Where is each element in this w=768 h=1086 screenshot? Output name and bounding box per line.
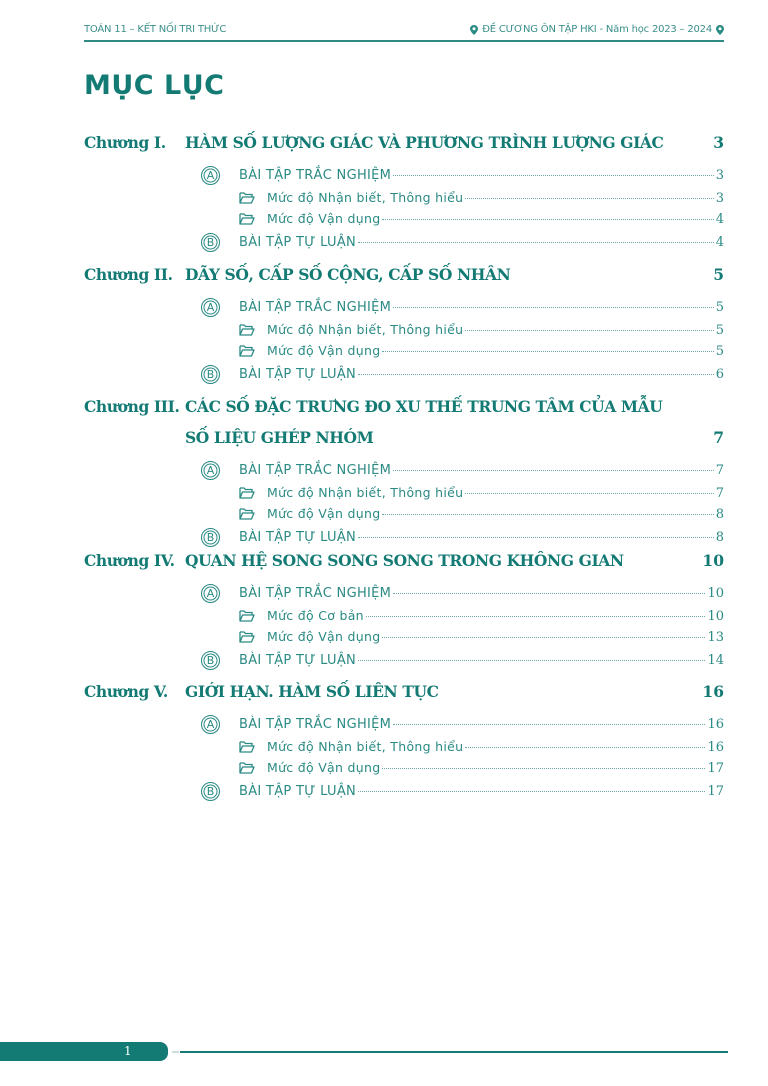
dot-leader	[465, 747, 705, 748]
toc-section[interactable]	[239, 586, 724, 601]
entry-page: 3	[715, 191, 724, 206]
chapter-title: CÁC SỐ ĐẶC TRƯNG ĐO XU THẾ TRUNG TÂM CỦA MẪU SỐ LIỆU GHÉP NHÓM	[185, 397, 663, 447]
entry-page: 8	[715, 507, 724, 522]
folder-open-icon	[239, 631, 255, 643]
folder-open-icon	[239, 487, 255, 499]
entry-page: 14	[707, 653, 724, 668]
header-title-text: ĐỀ CƯƠNG ÔN TẬP HKI - Năm học 2023 – 2024	[482, 24, 712, 35]
entry-label: Mức độ Nhận biết, Thông hiểu	[267, 485, 464, 500]
entry-page: 16	[707, 717, 724, 732]
chapter-page: 5	[713, 265, 724, 284]
dot-leader	[393, 593, 705, 594]
folder-open-icon	[239, 741, 255, 753]
entry-label: BÀI TẬP TỰ LUẬN	[239, 653, 357, 668]
entry-page: 10	[707, 609, 724, 624]
dot-leader	[382, 514, 713, 515]
toc-section[interactable]	[239, 784, 724, 799]
toc-chapter[interactable]	[84, 676, 724, 707]
entry-page: 8	[715, 530, 724, 545]
toc-subsection[interactable]	[267, 760, 724, 776]
entry-label: Mức độ Vận dụng	[267, 211, 381, 226]
toc-section[interactable]	[239, 367, 724, 382]
toc-chapter[interactable]	[84, 391, 724, 453]
entry-label: BÀI TẬP TRẮC NGHIỆM	[239, 463, 392, 478]
folder-open-icon	[239, 324, 255, 336]
section-badge-b-icon: B	[201, 528, 220, 547]
header-subject: TOÁN 11 – KẾT NỐI TRI THỨC	[84, 24, 227, 35]
toc-subsection[interactable]	[267, 506, 724, 522]
toc-section[interactable]	[239, 717, 724, 732]
entry-label: Mức độ Nhận biết, Thông hiểu	[267, 322, 464, 337]
section-badge-a-icon: A	[201, 166, 220, 185]
page-header	[84, 22, 724, 42]
chapter-label: Chương II.	[84, 265, 173, 284]
entry-label: Mức độ Nhận biết, Thông hiểu	[267, 739, 464, 754]
toc-section[interactable]	[239, 653, 724, 668]
dot-leader	[393, 307, 714, 308]
chapter-page: 3	[713, 133, 724, 152]
toc-section[interactable]	[239, 300, 724, 315]
section-badge-a-icon: A	[201, 715, 220, 734]
toc-subsection[interactable]	[267, 190, 724, 206]
footer-divider	[180, 1051, 728, 1053]
entry-page: 5	[715, 300, 724, 315]
section-badge-b-icon: B	[201, 365, 220, 384]
folder-open-icon	[239, 508, 255, 520]
dot-leader	[366, 616, 706, 617]
dot-leader	[465, 330, 713, 331]
chapter-label: Chương III.	[84, 397, 180, 416]
entry-label: Mức độ Vận dụng	[267, 629, 381, 644]
toc-section[interactable]	[239, 530, 724, 545]
entry-label: BÀI TẬP TỰ LUẬN	[239, 235, 357, 250]
page-title: MỤC LỤC	[84, 70, 225, 101]
entry-label: Mức độ Vận dụng	[267, 343, 381, 358]
toc-subsection[interactable]	[267, 322, 724, 338]
entry-page: 13	[707, 630, 724, 645]
entry-page: 4	[715, 212, 724, 227]
dot-leader	[358, 242, 714, 243]
map-pin-icon	[716, 25, 724, 35]
section-badge-b-icon: B	[201, 651, 220, 670]
chapter-label: Chương V.	[84, 682, 168, 701]
entry-page: 3	[715, 168, 724, 183]
dot-leader	[382, 637, 705, 638]
toc-subsection[interactable]	[267, 343, 724, 359]
toc-subsection[interactable]	[267, 629, 724, 645]
toc-subsection[interactable]	[267, 211, 724, 227]
entry-page: 5	[715, 323, 724, 338]
section-badge-a-icon: A	[201, 461, 220, 480]
toc-section[interactable]	[239, 235, 724, 250]
section-badge-b-icon: B	[201, 782, 220, 801]
entry-page: 10	[707, 586, 724, 601]
entry-label: Mức độ Vận dụng	[267, 760, 381, 775]
section-badge-a-icon: A	[201, 298, 220, 317]
section-badge-a-icon: A	[201, 584, 220, 603]
entry-page: 7	[715, 463, 724, 478]
footer-divider-gap	[172, 1051, 179, 1053]
dot-leader	[358, 537, 714, 538]
chapter-page: 7	[713, 428, 724, 447]
entry-label: BÀI TẬP TRẮC NGHIỆM	[239, 717, 392, 732]
entry-label: Mức độ Cơ bản	[267, 608, 364, 623]
dot-leader	[393, 470, 714, 471]
entry-page: 4	[715, 235, 724, 250]
entry-label: BÀI TẬP TỰ LUẬN	[239, 530, 357, 545]
page-number-tab	[0, 1042, 168, 1061]
dot-leader	[382, 768, 705, 769]
folder-open-icon	[239, 610, 255, 622]
chapter-title: QUAN HỆ SONG SONG SONG TRONG KHÔNG GIAN	[185, 551, 624, 570]
toc-chapter[interactable]	[84, 545, 724, 576]
entry-label: BÀI TẬP TRẮC NGHIỆM	[239, 168, 392, 183]
header-title	[470, 24, 724, 35]
toc-subsection[interactable]	[267, 485, 724, 501]
chapter-label: Chương IV.	[84, 551, 175, 570]
toc-section[interactable]	[239, 463, 724, 478]
entry-page: 17	[707, 761, 724, 776]
entry-page: 7	[715, 486, 724, 501]
entry-label: BÀI TẬP TỰ LUẬN	[239, 784, 357, 799]
chapter-title: GIỚI HẠN. HÀM SỐ LIÊN TỤC	[185, 682, 439, 701]
chapter-page: 16	[702, 682, 724, 701]
chapter-title: DÃY SỐ, CẤP SỐ CỘNG, CẤP SỐ NHÂN	[185, 265, 511, 284]
toc-chapter[interactable]	[84, 259, 724, 290]
dot-leader	[358, 660, 705, 661]
toc-chapter[interactable]	[84, 127, 724, 158]
folder-open-icon	[239, 762, 255, 774]
chapter-page: 10	[702, 551, 724, 570]
toc-subsection[interactable]	[267, 608, 724, 624]
entry-label: BÀI TẬP TRẮC NGHIỆM	[239, 586, 392, 601]
toc-subsection[interactable]	[267, 739, 724, 755]
entry-label: BÀI TẬP TỰ LUẬN	[239, 367, 357, 382]
toc-section[interactable]	[239, 168, 724, 183]
dot-leader	[393, 175, 714, 176]
dot-leader	[358, 374, 714, 375]
entry-page: 16	[707, 740, 724, 755]
folder-open-icon	[239, 345, 255, 357]
dot-leader	[393, 724, 705, 725]
entry-label: BÀI TẬP TRẮC NGHIỆM	[239, 300, 392, 315]
map-pin-icon	[470, 25, 478, 35]
dot-leader	[465, 493, 713, 494]
page-number: 1	[124, 1044, 132, 1058]
dot-leader	[382, 351, 713, 352]
chapter-title: HÀM SỐ LƯỢNG GIÁC VÀ PHƯƠNG TRÌNH LƯỢNG GIÁC	[185, 133, 664, 152]
dot-leader	[465, 198, 713, 199]
dot-leader	[382, 219, 713, 220]
chapter-label: Chương I.	[84, 133, 166, 152]
entry-label: Mức độ Nhận biết, Thông hiểu	[267, 190, 464, 205]
entry-page: 6	[715, 367, 724, 382]
section-badge-b-icon: B	[201, 233, 220, 252]
folder-open-icon	[239, 192, 255, 204]
dot-leader	[358, 791, 705, 792]
entry-page: 17	[707, 784, 724, 799]
folder-open-icon	[239, 213, 255, 225]
entry-label: Mức độ Vận dụng	[267, 506, 381, 521]
entry-page: 5	[715, 344, 724, 359]
